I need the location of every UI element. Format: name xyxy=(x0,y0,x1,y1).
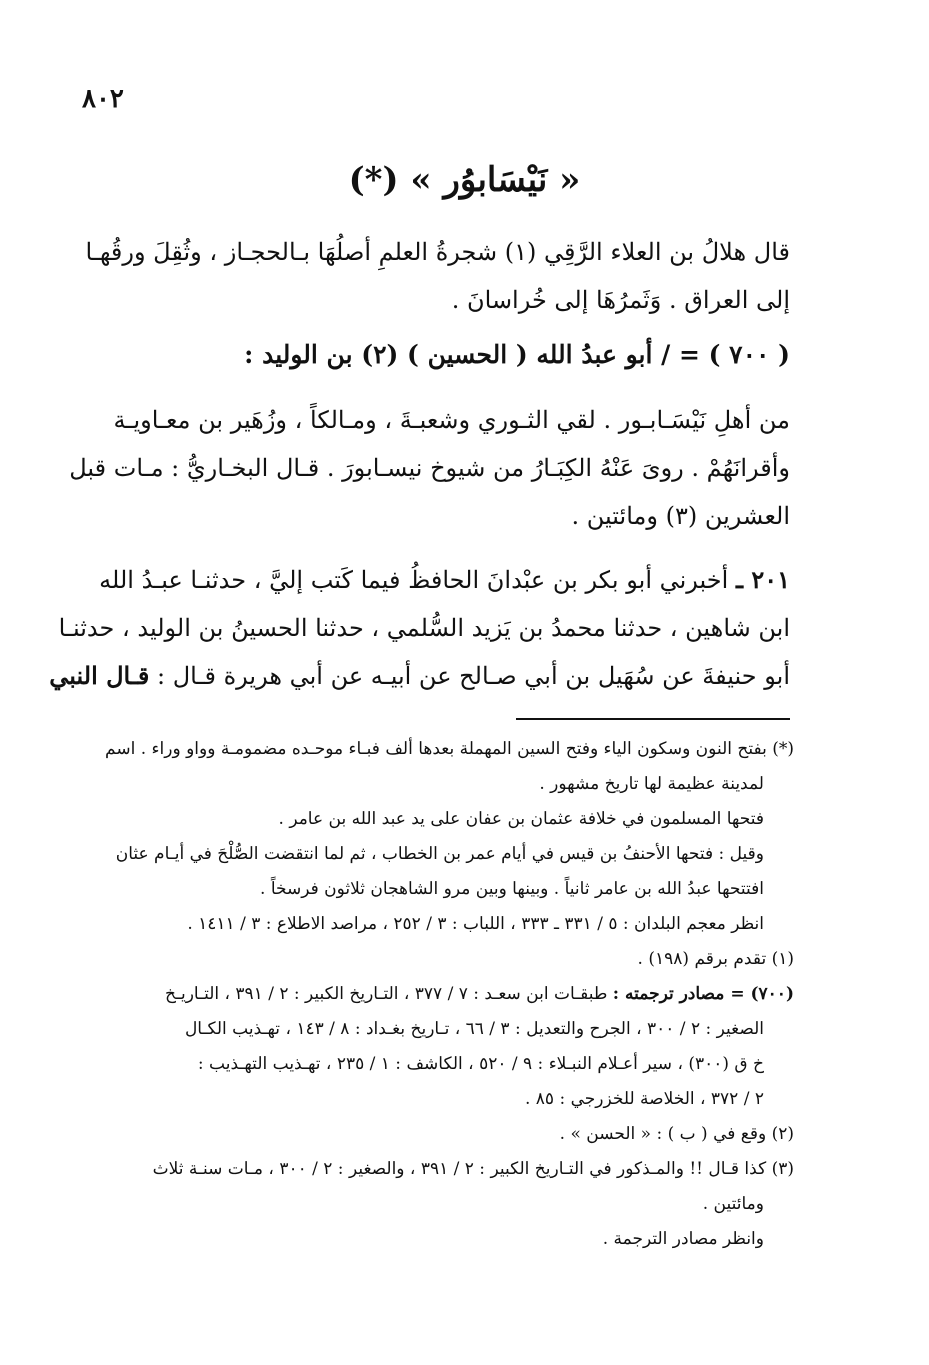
intro-line-1: قال هلالُ بن العلاء الرَّقِي (١) شجرةُ العلمِ أصلُهَا بـالحجـاز ، وثُقِلَ ورقُهـا xyxy=(85,238,790,266)
entry-paragraph xyxy=(69,396,790,540)
chapter-title: « نَيْسَابوُر » (*) xyxy=(348,160,581,200)
footnote-divider xyxy=(516,718,790,720)
intro-paragraph xyxy=(85,228,790,324)
footnote-3-line-2: ومائتين . xyxy=(702,1194,764,1214)
hadith-line-1 xyxy=(99,556,790,604)
hadith-number: ٢٠١ ـ xyxy=(735,565,790,594)
footnote-star-line-3: فتحها المسلمون في خلافة عثمان بن عفان على يد عبد الله بن عامر . xyxy=(278,809,764,829)
hadith-line-2: ابن شاهين ، حدثنا محمدُ بن يَزيد السُّلمي ، حدثنا الحسينُ بن الوليد ، حدثنـا xyxy=(58,614,790,642)
entry-line-1: من أهلِ نَيْسَـابـور . لقي الثـوري وشعبـةَ ، ومـالكاً ، وزُهَير بن معـاويـة xyxy=(113,406,790,434)
footnote-star-line-1: (*) بفتح النون وسكون الياء وفتح السين المهملة بعدها ألف فبـاء موحـده مضمومـة وواو وراء . اسم xyxy=(105,739,794,759)
hadith-line-1-text: أخبرني أبو بكر بن عبْدانَ الحافظُ فيما كَتب إليَّ ، حدثنـا عبـدُ الله xyxy=(99,566,729,594)
footnote-700-label: (٧٠٠) = مصادر ترجمته : xyxy=(612,984,794,1004)
hadith-line-3-text: أبو حنيفةَ عن سُهَيل بن أبي صـالح عن أبيـه عن أبي هريرة قـال : xyxy=(156,662,790,690)
footnote-3-line-1: (٣) كذا قـال !! والمـذكور في التـاريخ الكبير : ٢ / ٣٩١ ، والصغير : ٢ / ٣٠٠ ، مـات سنـة ثلاث xyxy=(152,1159,794,1179)
footnote-star-line-2: لمدينة عظيمة لها تاريخ مشهور . xyxy=(539,774,764,794)
footnotes xyxy=(100,732,794,1257)
footnote-700-text-1: طبقـات ابن سعـد : ٧ / ٣٧٧ ، التـاريخ الكبير : ٢ / ٣٩١ ، التـاريـخ xyxy=(165,984,608,1004)
hadith-line-3 xyxy=(49,652,790,700)
footnote-700-line-3: خ ق (٣٠٠) ، سير أعـلام النبـلاء : ٩ / ٥٢٠ ، الكاشف : ١ / ٢٣٥ ، تهـذيب التهـذيب : xyxy=(197,1054,764,1074)
hadith-paragraph xyxy=(49,556,790,700)
footnote-star-line-5: افتتحها عبدُ الله بن عامر ثانياً . وبينها وبين مرو الشاهجان ثلاثون فرسخاً . xyxy=(260,879,764,899)
footnote-3-line-3: وانظر مصادر الترجمة . xyxy=(602,1229,764,1249)
footnote-700-line-1 xyxy=(100,977,794,1012)
footnote-star-line-6: انظر معجم البلدان : ٥ / ٣٣١ ـ ٣٣٣ ، اللباب : ٣ / ٢٥٢ ، مراصد الاطلاع : ٣ / ١٤١١ . xyxy=(187,914,764,934)
footnote-star-line-4: وقيل : فتحها الأحنفُ بن قيس في أيام عمر بن الخطاب ، ثم لما انتقضت الصُّلْحَ في أيـام عثان xyxy=(115,844,764,864)
entry-line-3: العشرين (٣) ومائتين . xyxy=(571,502,790,530)
entry-heading: ( ٧٠٠ ) = / أبو عبدُ الله ( الحسين ) (٢) بن الوليد : xyxy=(244,340,790,369)
footnote-1: (١) تقدم برقم (١٩٨) . xyxy=(637,949,794,969)
footnote-2: (٢) وقع في ( ب ) : « الحسن » . xyxy=(559,1124,794,1144)
footnote-700-line-2: الصغير : ٢ / ٣٠٠ ، الجرح والتعديل : ٣ / ٦٦ ، تـاريخ بغـداد : ٨ / ١٤٣ ، تهـذيب الكـال xyxy=(184,1019,764,1039)
footnote-700-line-4: ٢ / ٣٧٢ ، الخلاصة للخزرجي : ٨٥ . xyxy=(524,1089,764,1109)
entry-line-2: وأقرانَهُمْ . روىَ عَنْهُ الكِبَـارُ من شيوخ نيسـابورَ . قـال البخـاريُّ : مـات قبل xyxy=(69,454,790,482)
intro-line-2: إلى العراق . وَثَمرُهَا إلى خُراسانَ . xyxy=(451,286,790,314)
page-number: ٨٠٢ xyxy=(82,84,124,114)
hadith-line-3-bold: قـال النبي xyxy=(49,661,150,690)
